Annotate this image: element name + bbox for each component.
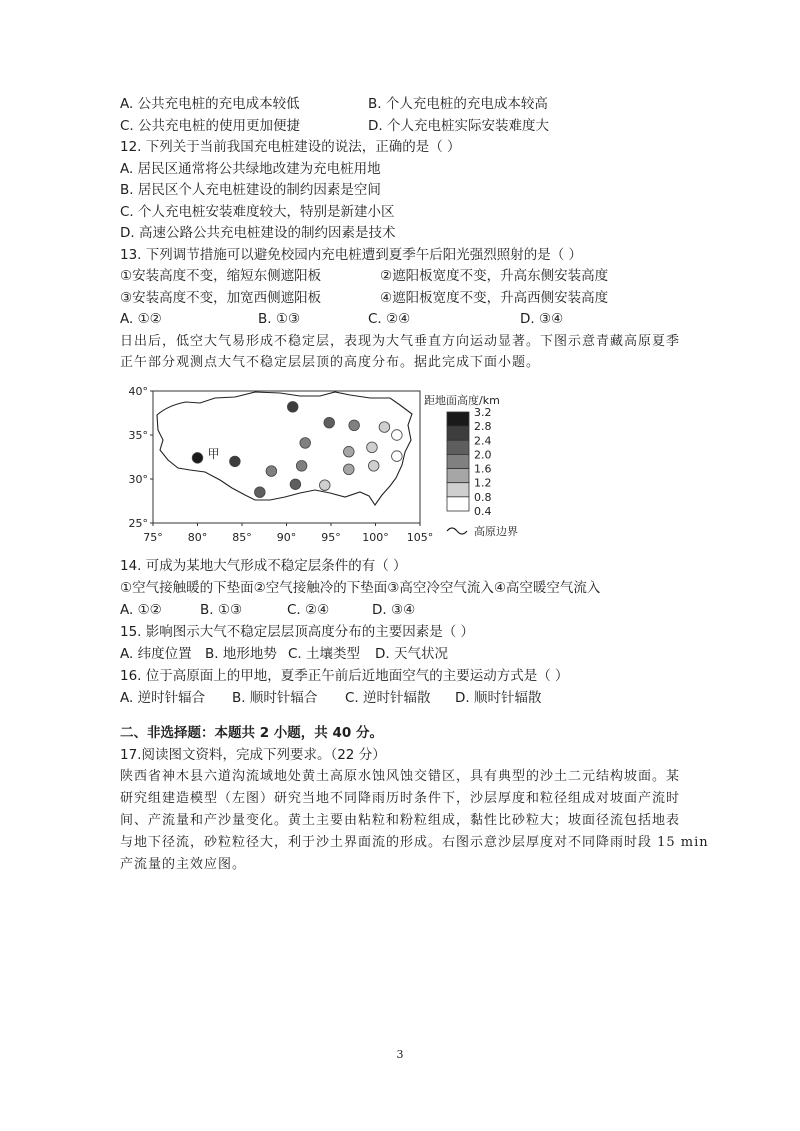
q12-option-c: C. 个人充电桩安装难度较大，特别是新建小区 [120,203,395,220]
q13-options [120,309,720,331]
q13-option-b: B. ①③ [258,311,301,327]
q17-material-line-4: 与地下径流，砂粒粒径大，利于沙土界面流的形成。右图示意沙层厚度对不同降雨时段 15 min [120,835,709,850]
observation-point [368,461,379,472]
y-tick-label: 30° [128,473,148,486]
q15-option-c: C. 土壤类型 [288,646,361,662]
q13-statement-2: ②遮阳板宽度不变，升高东侧安装高度 [380,268,609,284]
q13-statements-row-2 [120,288,720,310]
x-tick-label: 75° [143,531,163,544]
question-block-lower [120,555,720,876]
q12-option-a: A. 居民区通常将公共绿地改建为充电桩用地 [120,160,381,177]
q16-option-a: A. 逆时针辐合 [120,690,206,706]
q14-statement-4: ④高空暖空气流入 [493,580,601,596]
q17-material-line-5: 产流量的主效应图。 [120,857,247,872]
q13-statement-4: ④遮阳板宽度不变，升高西侧安装高度 [380,289,609,306]
q17-stem: 17.阅读图文资料，完成下列要求。（22 分） [120,747,386,763]
observation-point [254,487,265,498]
observation-point [344,464,355,475]
q11-options-row-1 [120,94,720,116]
q14-option-c: C. ②④ [287,602,330,618]
legend-swatch [447,454,469,468]
q15-option-a: A. 纬度位置 [120,646,192,662]
legend-break-label: 0.4 [474,505,492,518]
q15-options [120,643,720,665]
q17-material-line-2: 研究组建造模型（左图）研究当地不同降雨历时条件下，沙层厚度和粒径组成对坡面产流时 [120,791,681,806]
observation-point [392,430,403,441]
legend-swatch [447,426,469,440]
legend-break-label: 2.4 [474,434,492,448]
observation-point [300,438,311,449]
x-tick-label: 100° [362,531,389,544]
material-line-2: 正午部分观测点大气不稳定层层顶的高度分布。据此完成下面小题。 [120,355,541,370]
observation-point [296,461,307,472]
q16-options [120,687,720,709]
observation-point [192,453,203,464]
x-tick-label: 95° [321,531,341,544]
q14-option-a: A. ①② [120,602,162,618]
plateau-map-figure [110,378,530,548]
q17-material-line-1: 陕西省神木县六道沟流域地处黄土高原水蚀风蚀交错区，具有典型的沙土二元结构坡面。某 [120,769,681,784]
legend-break-label: 0.8 [474,490,492,504]
observation-point [319,480,330,491]
legend-break-label: 3.2 [474,406,492,419]
point-label-jia: 甲 [207,446,220,461]
observation-point [290,479,301,490]
observation-point [266,466,277,477]
q11-option-a: A. 公共充电桩的充电成本较低 [120,96,300,112]
q13-stem: 13. 下列调节措施可以避免校园内充电桩遭到夏季午后阳光强烈照射的是（ ） [120,246,583,263]
x-tick-label: 90° [276,531,297,544]
observation-point [379,422,390,433]
q14-statements [120,577,720,599]
q14-option-d: D. ③④ [372,602,416,618]
legend-break-label: 2.0 [474,448,492,462]
q15-stem: 15. 影响图示大气不稳定层层顶高度分布的主要因素是（ ） [120,624,475,640]
q11-option-b: B. 个人充电桩的充电成本较高 [368,96,548,112]
q13-option-a: A. ①② [120,311,162,327]
q16-option-d: D. 顺时针辐散 [455,690,542,706]
material-line-1: 日出后，低空大气易形成不稳定层，表现为大气垂直方向运动显著。下图示意青藏高原夏季 [120,333,681,349]
q11-option-c: C. 公共充电桩的使用更加便捷 [120,117,301,134]
q12-stem: 12. 下列关于当前我国充电桩建设的说法，正确的是（ ） [120,139,461,155]
q13-statement-1: ①安装高度不变，缩短东侧遮阳板 [120,268,322,284]
observation-point [230,456,241,467]
q14-statement-3: ③高空冷空气流入 [387,580,494,596]
q11-option-d: D. 个人充电桩实际安装难度大 [368,117,549,134]
q17-material-line-3: 间、产流量和产沙量变化。黄土主要由粘粒和粉粒组成，黏性比砂粒大；坡面径流包括地表 [120,813,681,828]
legend-swatch [447,412,469,426]
legend-swatch [447,497,469,511]
q14-stem: 14. 可成为某地大气形成不稳定层条件的有（ ） [120,558,407,574]
y-tick-label: 25° [128,517,148,530]
q16-option-c: C. 逆时针辐散 [345,690,431,706]
q13-option-c: C. ②④ [368,311,411,327]
q15-option-d: D. 天气状况 [375,646,448,662]
q12-option-d: D. 高速公路公共充电桩建设的制约因素是技术 [120,225,396,241]
legend-swatch [447,469,469,483]
height-legend [424,393,500,518]
legend-break-label: 2.8 [474,420,492,434]
observation-point [324,417,335,428]
observation-point [392,451,403,462]
q14-statement-2: ②空气接触冷的下垫面 [253,580,388,596]
observation-point [344,446,355,457]
q16-stem: 16. 位于高原面上的甲地，夏季正午前后近地面空气的主要运动方式是（ ） [120,668,569,684]
q14-options [120,599,720,621]
page-number: 3 [396,1048,404,1061]
boundary-legend-label: 高原边界 [474,525,518,538]
q15-option-b: B. 地形地势 [205,646,277,662]
q12-option-b: B. 居民区个人充电桩建设的制约因素是空间 [120,182,381,198]
q13-option-d: D. ③④ [520,311,564,327]
q14-statement-1: ①空气接触暖的下垫面 [120,580,254,596]
observation-point [349,420,360,431]
legend-title: 距地面高度/km [424,394,500,407]
observation-point [367,442,378,453]
y-tick-label: 35° [128,429,148,442]
question-block-upper [120,94,720,374]
q13-statement-3: ③安装高度不变，加宽西侧遮阳板 [120,289,322,306]
observation-point [287,402,298,413]
legend-break-label: 1.2 [474,476,492,490]
legend-swatch [447,483,469,497]
q11-options-row-2 [120,116,720,138]
y-tick-label: 40° [128,385,148,398]
section-heading: 二、非选择题：本题共 2 小题，共 40 分。 [120,725,383,741]
legend-break-label: 1.6 [474,462,492,476]
q14-option-b: B. ①③ [200,602,243,618]
q16-option-b: B. 顺时针辐合 [232,690,318,706]
legend-swatch [447,440,469,454]
q13-statements-row-1 [120,266,720,288]
boundary-legend-symbol [447,528,467,534]
x-tick-label: 105° [406,531,434,544]
x-tick-label: 85° [232,531,252,544]
x-tick-label: 80° [187,531,208,544]
